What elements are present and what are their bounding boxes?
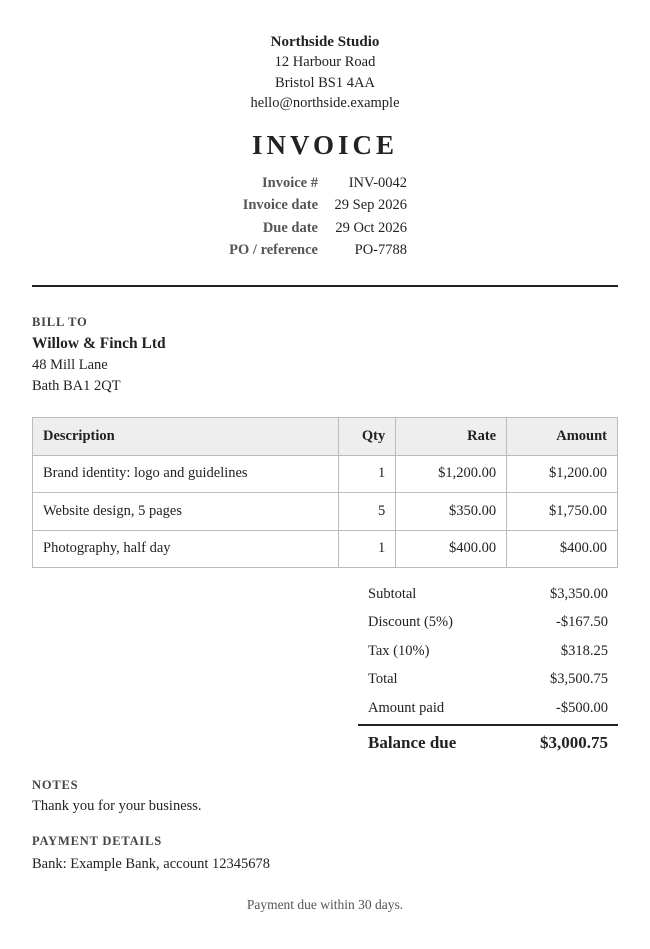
item-qty: 1 <box>339 455 396 493</box>
footer-note: Payment due within 30 days. <box>246 897 404 912</box>
tax-row <box>358 637 618 665</box>
invoice-meta <box>223 172 423 262</box>
client-name: Willow & Finch Ltd <box>32 335 166 352</box>
total-value: $318.25 <box>560 642 608 659</box>
column-header-amount: Amount <box>507 418 618 456</box>
total-label: Subtotal <box>368 586 417 602</box>
meta-label: Due date <box>262 219 318 236</box>
meta-value: 29 Sep 2026 <box>334 197 407 213</box>
item-rate: $400.00 <box>396 530 507 568</box>
total-value: -$500.00 <box>556 699 608 716</box>
client-address-line1: 48 Mill Lane <box>32 357 108 373</box>
meta-row-po-reference <box>223 239 423 262</box>
meta-row-due-date <box>223 217 423 240</box>
meta-label: Invoice date <box>242 197 318 213</box>
company-address-line1: 12 Harbour Road <box>274 54 376 70</box>
company-header <box>0 0 650 262</box>
total-value: $3,350.00 <box>550 586 608 602</box>
meta-row-invoice-number <box>223 172 423 195</box>
item-rate: $1,200.00 <box>396 455 507 493</box>
notes-text: Thank you for your business. <box>32 798 202 814</box>
payment-details-text: Bank: Example Bank, account 12345678 <box>32 856 270 872</box>
total-row <box>358 665 618 693</box>
bill-to-section <box>32 314 166 396</box>
item-description: Brand identity: logo and guidelines <box>33 455 339 493</box>
discount-row <box>358 608 618 636</box>
balance-due-row <box>358 724 618 759</box>
payment-details-section <box>32 833 270 874</box>
meta-value: 29 Oct 2026 <box>335 219 407 236</box>
client-address-line2: Bath BA1 2QT <box>32 377 121 394</box>
company-address-line2: Bristol BS1 4AA <box>275 74 375 91</box>
total-value: -$167.50 <box>556 614 608 631</box>
column-header-rate: Rate <box>396 418 507 456</box>
table-row <box>33 493 618 531</box>
notes-label: NOTES <box>32 778 79 792</box>
meta-value: PO-7788 <box>354 242 407 258</box>
notes-section <box>32 777 202 816</box>
header-divider <box>32 285 618 287</box>
total-label: Tax (10%) <box>368 642 430 659</box>
total-label: Discount (5%) <box>368 614 453 631</box>
total-value: $3,500.75 <box>550 671 608 688</box>
item-amount: $1,750.00 <box>507 493 618 531</box>
table-row <box>33 455 618 493</box>
item-rate: $350.00 <box>396 493 507 531</box>
table-header-row <box>33 418 618 456</box>
company-name: Northside Studio <box>270 34 380 50</box>
subtotal-row <box>358 580 618 608</box>
amount-paid-row <box>358 694 618 722</box>
balance-due-value: $3,000.75 <box>540 733 608 753</box>
totals-section <box>358 580 618 759</box>
item-amount: $400.00 <box>507 530 618 568</box>
item-amount: $1,200.00 <box>507 455 618 493</box>
meta-row-invoice-date <box>223 194 423 217</box>
item-description: Photography, half day <box>33 530 339 568</box>
column-header-description: Description <box>33 418 339 456</box>
item-qty: 5 <box>339 493 396 531</box>
meta-label: Invoice # <box>262 174 318 191</box>
table-row <box>33 530 618 568</box>
item-description: Website design, 5 pages <box>33 493 339 531</box>
total-label: Amount paid <box>368 699 445 716</box>
payment-details-label: PAYMENT DETAILS <box>32 834 162 848</box>
line-items-table <box>32 417 618 568</box>
column-header-qty: Qty <box>339 418 396 456</box>
company-email: hello@northside.example <box>250 95 400 111</box>
bill-to-label: BILL TO <box>32 315 88 329</box>
meta-value: INV-0042 <box>348 174 407 191</box>
document-title: INVOICE <box>252 129 398 160</box>
total-label: Total <box>368 671 398 688</box>
meta-label: PO / reference <box>229 242 318 258</box>
item-qty: 1 <box>339 530 396 568</box>
balance-due-label: Balance due <box>368 733 457 753</box>
